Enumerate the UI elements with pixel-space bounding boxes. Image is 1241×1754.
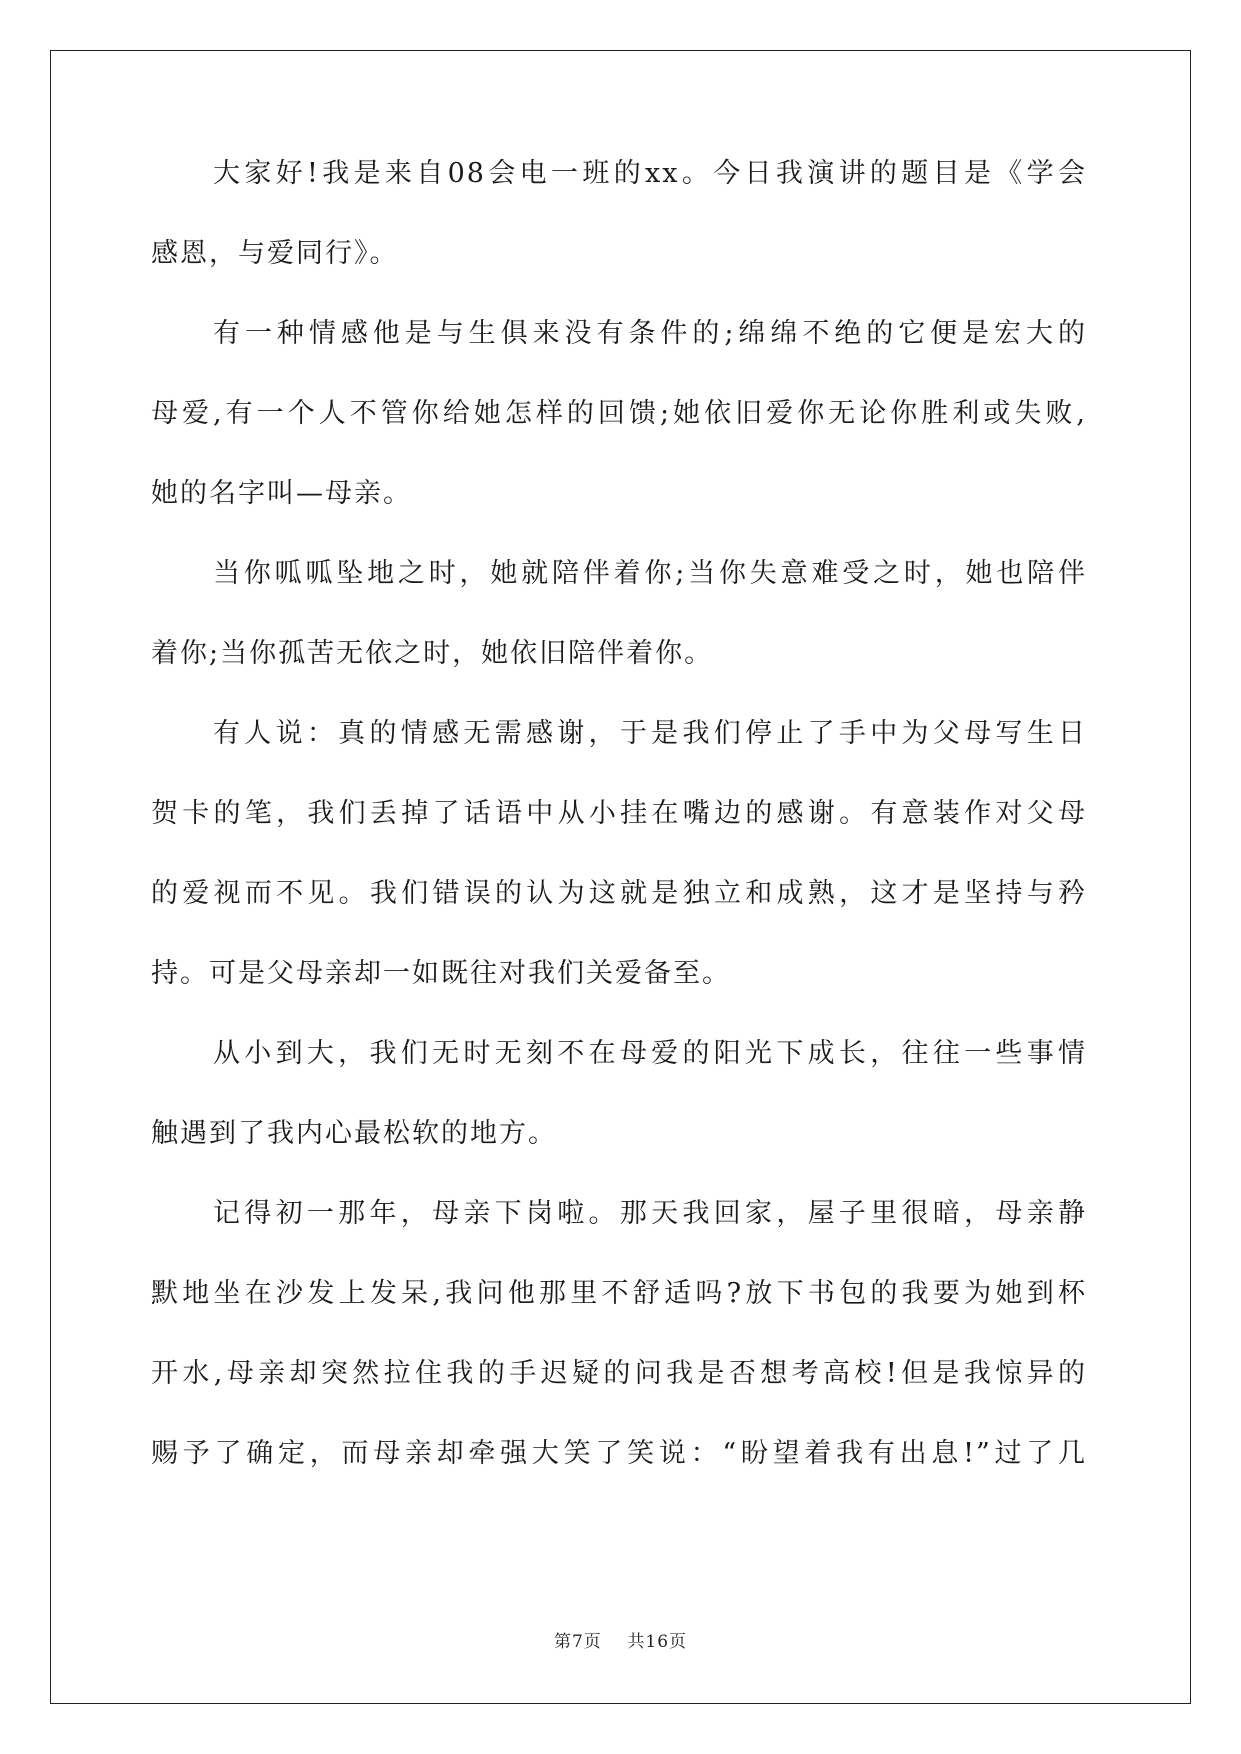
text-line: 从小到大，我们无时无刻不在母爱的阳光下成长，往往一些事情 [213, 1038, 1087, 1069]
text-line: 感恩，与爱同行》。 [151, 238, 399, 269]
text-line: 着你;当你孤苦无依之时，她依旧陪伴着你。 [151, 638, 714, 669]
text-line: 有一种情感他是与生俱来没有条件的;绵绵不绝的它便是宏大的 [213, 318, 1087, 349]
paragraph [151, 1034, 1087, 1154]
page-footer [0, 1627, 1241, 1652]
text-line: 当你呱呱坠地之时，她就陪伴着你;当你失意难受之时，她也陪伴 [213, 558, 1087, 589]
page-total: 共16页 [627, 1632, 688, 1652]
text-line: 母爱,有一个人不管你给她怎样的回馈;她依旧爱你无论你胜利或失败, [151, 398, 1087, 429]
text-line: 默地坐在沙发上发呆,我问他那里不舒适吗?放下书包的我要为她到杯 [151, 1278, 1087, 1309]
text-line: 开水,母亲却突然拉住我的手迟疑的问我是否想考高校!但是我惊异的 [151, 1358, 1087, 1389]
text-line: 大家好!我是来自08会电一班的xx。今日我演讲的题目是《学会 [213, 158, 1087, 189]
text-line: 的爱视而不见。我们错误的认为这就是独立和成熟，这才是坚持与矜 [151, 878, 1087, 909]
document-body [151, 154, 1087, 1514]
text-line: 有人说：真的情感无需感谢，于是我们停止了手中为父母写生日 [213, 718, 1087, 749]
text-line: 记得初一那年，母亲下岗啦。那天我回家，屋子里很暗，母亲静 [213, 1198, 1087, 1229]
paragraph [151, 554, 1087, 674]
text-line: 持。可是父母亲却一如既往对我们关爱备至。 [151, 958, 731, 989]
text-line: 贺卡的笔，我们丢掉了话语中从小挂在嘴边的感谢。有意装作对父母 [151, 798, 1087, 829]
paragraph [151, 154, 1087, 274]
text-line: 触遇到了我内心最松软的地方。 [151, 1118, 557, 1149]
paragraph [151, 714, 1087, 994]
text-line: 她的名字叫—母亲。 [151, 478, 412, 509]
text-line: 赐予了确定，而母亲却牵强大笑了笑说：“盼望着我有出息!”过了几 [151, 1438, 1087, 1469]
paragraph [151, 314, 1087, 514]
paragraph [151, 1194, 1087, 1474]
page-number: 第7页 [553, 1632, 602, 1652]
